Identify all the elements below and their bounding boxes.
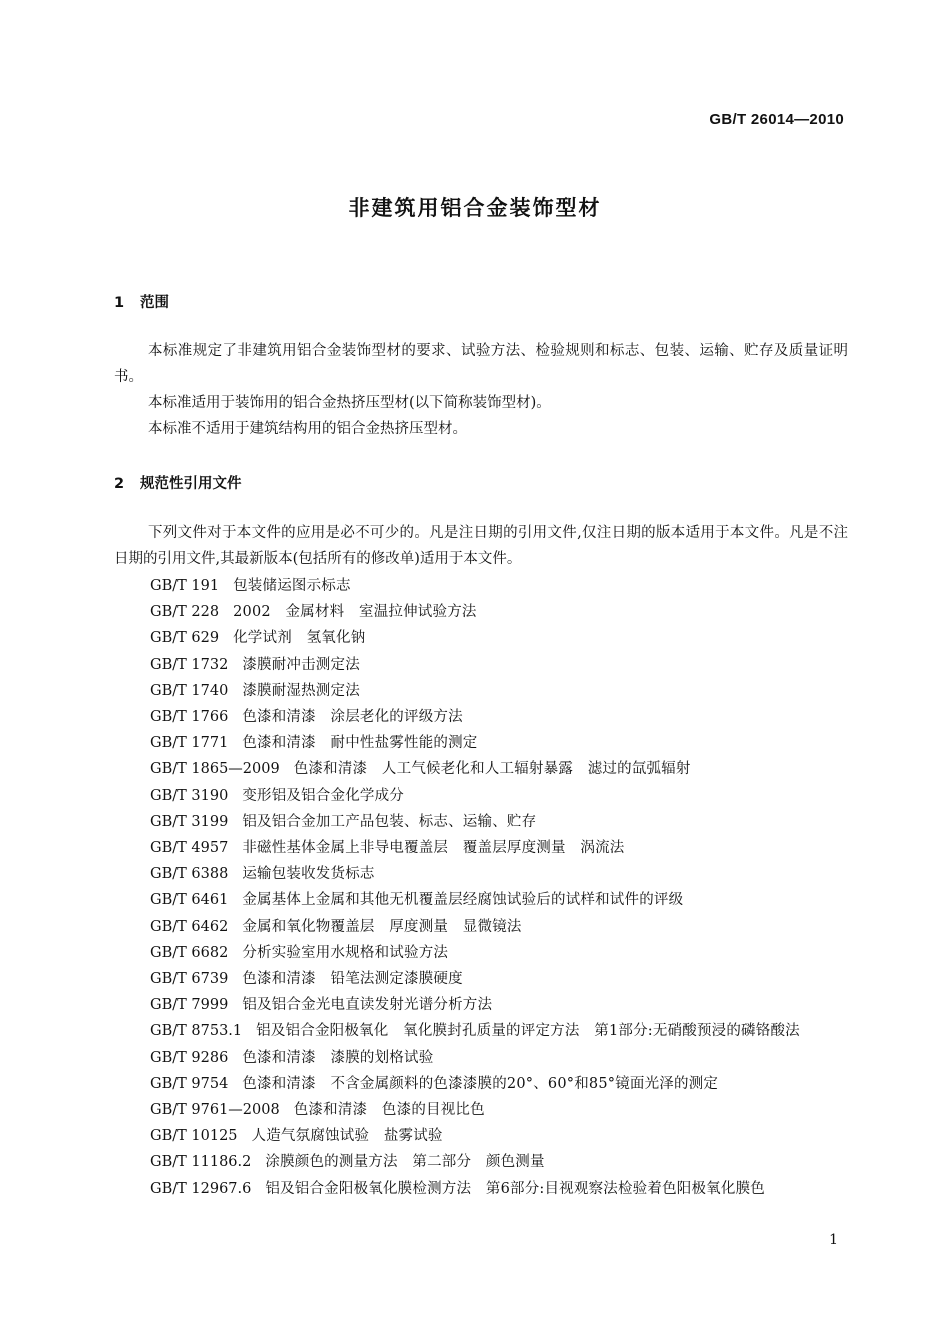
scope-paragraphs xyxy=(114,338,848,442)
reference-item xyxy=(114,940,854,966)
reference-item xyxy=(114,992,854,1018)
reference-title: 漆膜耐冲击测定法 xyxy=(242,656,360,673)
reference-title: 包装储运图示标志 xyxy=(233,578,351,594)
reference-title: 色漆和清漆 耐中性盐雾性能的测定 xyxy=(242,735,478,752)
reference-code: GB/T 9761—2008 xyxy=(150,1102,280,1119)
reference-code: GB/T 228 xyxy=(150,604,220,621)
reference-title: 铝及铝合金阳极氧化 氧化膜封孔质量的评定方法 第1部分:无硝酸预浸的磷铬酸法 xyxy=(256,1023,800,1040)
reference-item xyxy=(114,966,854,992)
reference-title: 金属基体上金属和其他无机覆盖层经腐蚀试验后的试样和试件的评级 xyxy=(242,892,684,909)
paragraph: 下列文件对于本文件的应用是必不可少的。凡是注日期的引用文件,仅注日期的版本适用于本文件。凡是不注日期的引用文件,其最新版本(包括所有的修改单)适用于本文件。 xyxy=(114,525,848,567)
reference-item xyxy=(114,1097,854,1123)
reference-title: 运输包装收发货标志 xyxy=(242,866,375,883)
reference-code: GB/T 6388 xyxy=(150,866,229,883)
reference-code: GB/T 191 xyxy=(150,578,220,594)
reference-code: GB/T 6739 xyxy=(150,971,229,988)
reference-item xyxy=(114,1045,854,1071)
section-title: 规范性引用文件 xyxy=(140,476,242,492)
reference-code: GB/T 4957 xyxy=(150,840,229,857)
reference-title: 分析实验室用水规格和试验方法 xyxy=(242,944,449,961)
reference-item xyxy=(114,678,854,704)
reference-title: 铝及铝合金阳极氧化膜检测方法 第6部分:目视观察法检验着色阳极氧化膜色 xyxy=(265,1180,765,1197)
section-number: 1 xyxy=(114,295,125,311)
reference-item xyxy=(114,783,854,809)
page-number: 1 xyxy=(829,1232,838,1248)
reference-item xyxy=(114,809,854,835)
reference-item xyxy=(114,914,854,940)
reference-item xyxy=(114,1071,854,1097)
reference-item xyxy=(114,1149,854,1175)
reference-code: GB/T 11186.2 xyxy=(150,1154,252,1171)
reference-title: 色漆和清漆 色漆的目视比色 xyxy=(293,1102,485,1119)
reference-item xyxy=(114,1123,854,1149)
reference-title: 人造气氛腐蚀试验 盐雾试验 xyxy=(251,1128,443,1145)
reference-code: GB/T 1766 xyxy=(150,709,229,726)
reference-code: GB/T 9754 xyxy=(150,1075,229,1092)
reference-item xyxy=(114,704,854,730)
document-title: 非建筑用铝合金装饰型材 xyxy=(348,196,602,220)
reference-code: GB/T 12967.6 xyxy=(150,1180,252,1197)
reference-item xyxy=(114,599,854,625)
reference-item xyxy=(114,1176,854,1202)
reference-title: 金属和氧化物覆盖层 厚度测量 显微镜法 xyxy=(242,918,522,935)
section-title: 范围 xyxy=(140,295,169,311)
reference-title: 铝及铝合金加工产品包装、标志、运输、贮存 xyxy=(242,813,537,830)
reference-code: GB/T 1771 xyxy=(150,735,229,752)
reference-title: 漆膜耐湿热测定法 xyxy=(242,682,360,699)
reference-code: GB/T 3190 xyxy=(150,787,229,804)
reference-item xyxy=(114,573,854,599)
reference-title: 化学试剂 氢氧化钠 xyxy=(233,630,366,647)
reference-code: GB/T 1732 xyxy=(150,656,229,673)
reference-code: GB/T 6461 xyxy=(150,892,229,909)
standard-code: GB/T 26014—2010 xyxy=(709,111,844,128)
reference-code: GB/T 629 xyxy=(150,630,220,647)
reference-list xyxy=(114,573,854,1202)
reference-code: GB/T 10125 xyxy=(150,1128,238,1145)
reference-title: 色漆和清漆 不含金属颜料的色漆漆膜的20°、60°和85°镜面光泽的测定 xyxy=(242,1075,719,1092)
reference-item xyxy=(114,730,854,756)
reference-title: 色漆和清漆 漆膜的划格试验 xyxy=(242,1049,434,1066)
reference-item xyxy=(114,835,854,861)
reference-code: GB/T 8753.1 xyxy=(150,1023,243,1040)
reference-code: GB/T 9286 xyxy=(150,1049,229,1066)
section-heading-normative-references xyxy=(114,472,242,493)
reference-item xyxy=(114,625,854,651)
reference-item xyxy=(114,652,854,678)
reference-title: 色漆和清漆 人工气候老化和人工辐射暴露 滤过的氙弧辐射 xyxy=(293,761,691,778)
reference-item xyxy=(114,887,854,913)
reference-code: GB/T 7999 xyxy=(150,997,229,1014)
paragraph: 本标准适用于装饰用的铝合金热挤压型材(以下简称装饰型材)。 xyxy=(148,395,551,411)
reference-code: GB/T 6682 xyxy=(150,944,229,961)
reference-code: GB/T 3199 xyxy=(150,813,229,830)
section-heading-scope xyxy=(114,291,169,312)
reference-item xyxy=(114,756,854,782)
reference-title: 非磁性基体金属上非导电覆盖层 覆盖层厚度测量 涡流法 xyxy=(242,840,625,857)
reference-title: 色漆和清漆 铅笔法测定漆膜硬度 xyxy=(242,971,463,988)
reference-title: 涂膜颜色的测量方法 第二部分 颜色测量 xyxy=(265,1154,545,1171)
reference-code: GB/T 6462 xyxy=(150,918,229,935)
reference-code: GB/T 1865—2009 xyxy=(150,761,280,778)
section-number: 2 xyxy=(114,476,125,492)
reference-title: 变形铝及铝合金化学成分 xyxy=(242,787,405,804)
reference-item xyxy=(114,861,854,887)
reference-code: GB/T 1740 xyxy=(150,682,229,699)
paragraph: 本标准不适用于建筑结构用的铝合金热挤压型材。 xyxy=(148,421,467,437)
references-intro xyxy=(114,520,848,572)
reference-title: 色漆和清漆 涂层老化的评级方法 xyxy=(242,709,463,726)
reference-item xyxy=(114,1018,854,1044)
paragraph: 本标准规定了非建筑用铝合金装饰型材的要求、试验方法、检验规则和标志、包装、运输、贮存及质量证明书。 xyxy=(114,343,848,385)
reference-title: 铝及铝合金光电直读发射光谱分析方法 xyxy=(242,997,493,1014)
reference-title: 2002 金属材料 室温拉伸试验方法 xyxy=(233,604,477,621)
